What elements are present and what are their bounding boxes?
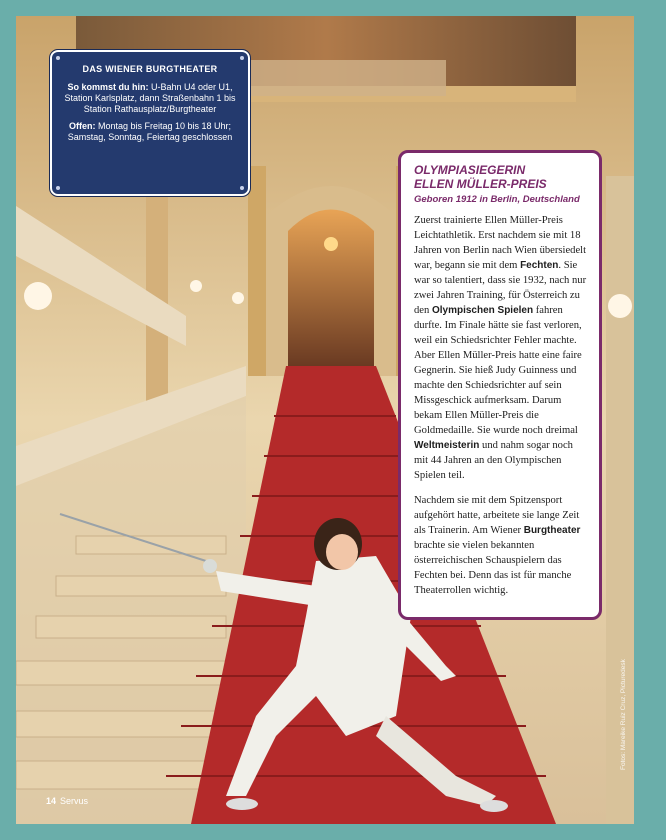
article-paragraph-2: [414, 493, 587, 598]
bold-term: Weltmeisterin: [414, 440, 480, 451]
info-box: [50, 50, 250, 196]
text-run: fahren durfte. Im Finale hätte sie fast verloren, weil ein Schiedsrichter Fehler machte. Aber Ellen Müller-Preis hatte eine faire Gegnerin. Sie hieß Judy Guinness und machte den Schiedsrichter auf sein Missgeschick aufmerksam. Darum bekam Ellen Müller-Preis die Goldmedaille. Sie wurde noch dreimal: [414, 305, 582, 436]
hours-label: Offen:: [68, 121, 96, 131]
text-run: . Sie war so talentiert, dass sie 1932, nach nur zwei Jahren Training, für Österreich zu den: [414, 260, 587, 316]
directions-label: So kommst du hin:: [67, 82, 149, 92]
hours-text: Montag bis Freitag 10 bis 18 Uhr; Samstag, Sonntag, Feiertag geschlossen: [67, 121, 233, 142]
magazine-name: Servus: [60, 796, 89, 806]
article-paragraph-1: [414, 213, 587, 483]
opening-hours: [64, 121, 236, 143]
text-run: brachte sie vielen bekannten österreichischen Schauspielern das Fechten bei. Denn das ist für manche Theaterrollen wichtig.: [414, 540, 572, 596]
article-heading: [414, 163, 587, 191]
text-run: Zuerst trainierte Ellen Müller-Preis Leichtathletik. Erst nachdem sie mit 18 Jahren von Berlin nach Wien übersiedelt war, begann sie mit dem: [414, 215, 587, 271]
page-number: 14: [46, 796, 57, 806]
directions: [64, 82, 236, 115]
rivet-icon: [56, 186, 60, 190]
rivet-icon: [240, 186, 244, 190]
text-run: Nachdem sie mit dem Spitzensport aufgehört hatte, arbeitete sie lange Zeit als Trainerin. Am Wiener: [414, 495, 580, 536]
bold-term: Fechten: [520, 260, 559, 271]
article-card: [398, 150, 602, 620]
heading-line-1: OLYMPIASIEGERIN: [414, 163, 526, 177]
bold-term: Burgtheater: [523, 525, 581, 536]
photo-credit: Fotos: Mareike Ruiz Cruz, Picturedesk: [620, 659, 627, 770]
bold-term: Olympischen Spielen: [431, 305, 534, 316]
rivet-icon: [56, 56, 60, 60]
page-folio: [46, 796, 88, 806]
directions-text: U-Bahn U4 oder U1, Station Karlsplatz, dann Straßenbahn 1 bis Station Rathausplatz/Burgtheater: [64, 82, 236, 114]
article-subheading: Geboren 1912 in Berlin, Deutschland: [414, 194, 580, 205]
text-run: und nahm sogar noch mit 44 Jahren an den Olympischen Spielen teil.: [414, 440, 573, 481]
rivet-icon: [240, 56, 244, 60]
heading-line-2: ELLEN MÜLLER-PREIS: [414, 177, 547, 191]
info-box-title: DAS WIENER BURGTHEATER: [82, 64, 218, 74]
